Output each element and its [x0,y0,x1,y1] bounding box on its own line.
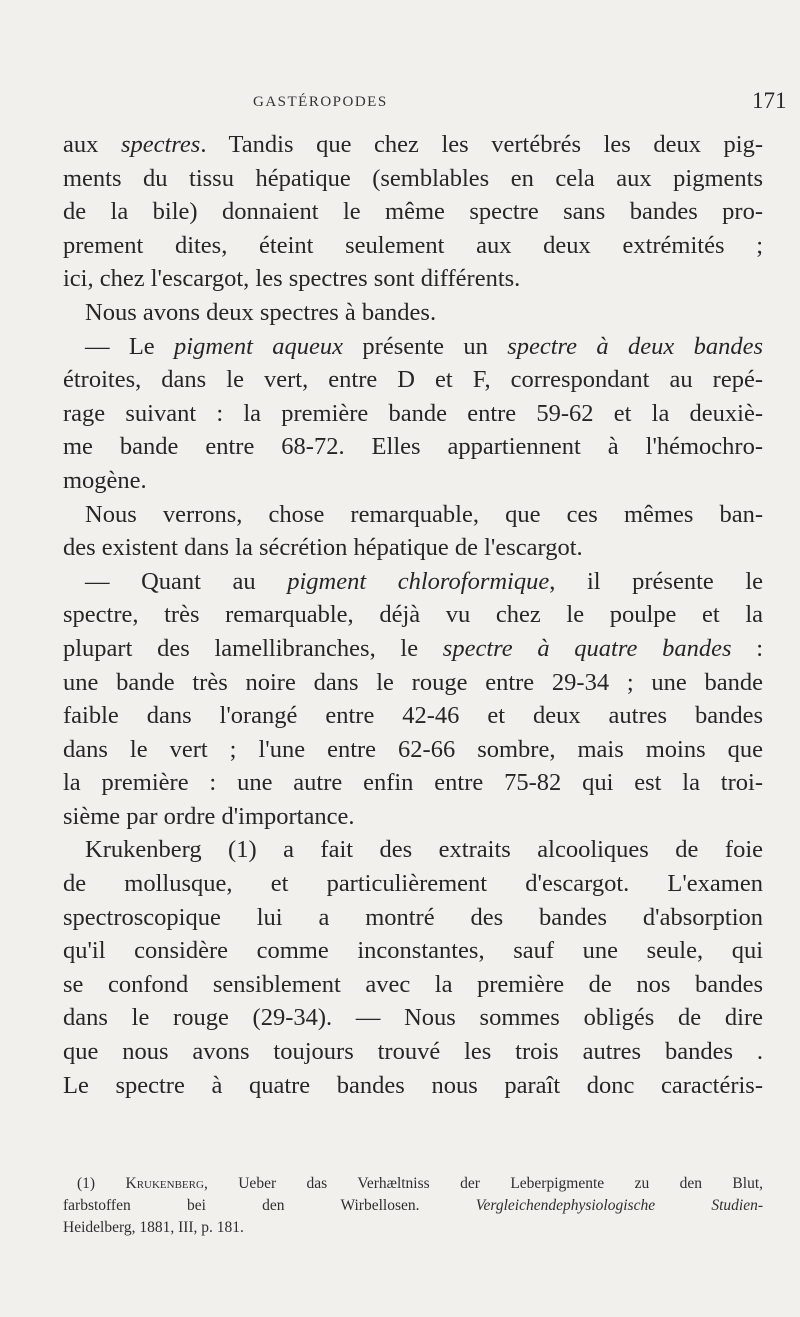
text-line: de la bile) donnaient le même spectre sans bandes pro- [63,198,763,226]
text-span: — Quant au [85,567,288,595]
footnote-line [63,1173,763,1195]
text-line: faible dans l'orangé entre 42-46 et deux autres bandes [63,702,763,730]
italic-term: spectre à quatre bandes [442,634,732,662]
text-span: — Le [85,332,175,360]
cited-author: Krukenberg [125,1175,204,1192]
cited-title: Vergleichendephysiologische Studien- [475,1197,763,1214]
text-span: , il présente le [549,567,764,595]
body-text [63,128,763,1102]
text-line: une bande très noire dans le rouge entre 29-34 ; une bande [63,668,763,696]
text-span: farbstoffen bei den Wirbellosen. [63,1197,476,1214]
text-line: me bande entre 68-72. Elles appartiennent à l'hémochro- [63,433,763,461]
text-span: présente un [343,332,508,360]
text-line: dans le vert ; l'une entre 62-66 sombre, mais moins que [63,735,763,763]
text-line: ici, chez l'escargot, les spectres sont différents. [63,265,521,293]
text-span: : [731,634,763,662]
text-line: qu'il considère comme inconstantes, sauf une seule, qui [63,937,763,965]
text-line: des existent dans la sécrétion hépatique de l'escargot. [63,534,583,562]
text-line: que nous avons toujours trouvé les trois autres bandes . [63,1038,763,1066]
page-number: 171 [752,88,787,113]
text-span: , Ueber das Verhæltniss der Leberpigmente zu den Blut, [203,1175,764,1192]
italic-term: spectres [120,131,201,158]
text-line: Nous avons deux spectres à bandes. [85,298,437,326]
text-line: mogène. [63,466,147,494]
italic-term: spectre à deux bandes [507,332,763,360]
footnote-line [63,1195,763,1217]
italic-term: pigment aqueux [174,332,344,360]
text-line: ments du tissu hépatique (semblables en cela aux pigments [63,164,763,192]
text-line: prement dites, éteint seulement aux deux extrémités ; [63,231,763,259]
text-line: Nous verrons, chose remarquable, que ces mêmes ban- [85,500,763,528]
text-span: . Tandis que chez les vertébrés les deux pig- [200,131,764,158]
text-line: la première : une autre enfin entre 75-82 qui est la troi- [63,769,763,797]
text-line: Le spectre à quatre bandes nous paraît donc caractéris- [63,1071,763,1099]
text-line: spectroscopique lui a montré des bandes d'absorption [63,903,763,931]
footnote [63,1173,763,1239]
running-head: GASTÉROPODES [253,94,388,110]
text-span: plupart des lamellibranches, le [63,634,443,662]
text-line [63,330,763,364]
italic-term: pigment chloroformique [287,567,550,595]
text-line [63,565,763,599]
text-line: dans le rouge (29-34). — Nous sommes obligés de dire [63,1004,763,1032]
text-line [63,128,763,162]
text-line [63,632,763,666]
text-span: aux [63,131,121,158]
footnote-marker: (1) [77,1175,126,1192]
text-line: sième par ordre d'importance. [63,802,355,830]
text-line: rage suivant : la première bande entre 59-62 et la deuxiè- [63,399,763,427]
text-line: Krukenberg (1) a fait des extraits alcooliques de foie [85,836,763,864]
text-line: de mollusque, et particulièrement d'escargot. L'examen [63,870,763,898]
text-line: spectre, très remarquable, déjà vu chez le poulpe et la [63,601,763,629]
text-line: se confond sensiblement avec la première de nos bandes [63,970,763,998]
footnote-line: Heidelberg, 1881, III, p. 181. [63,1219,244,1236]
text-line: étroites, dans le vert, entre D et F, correspondant au repé- [63,366,763,394]
